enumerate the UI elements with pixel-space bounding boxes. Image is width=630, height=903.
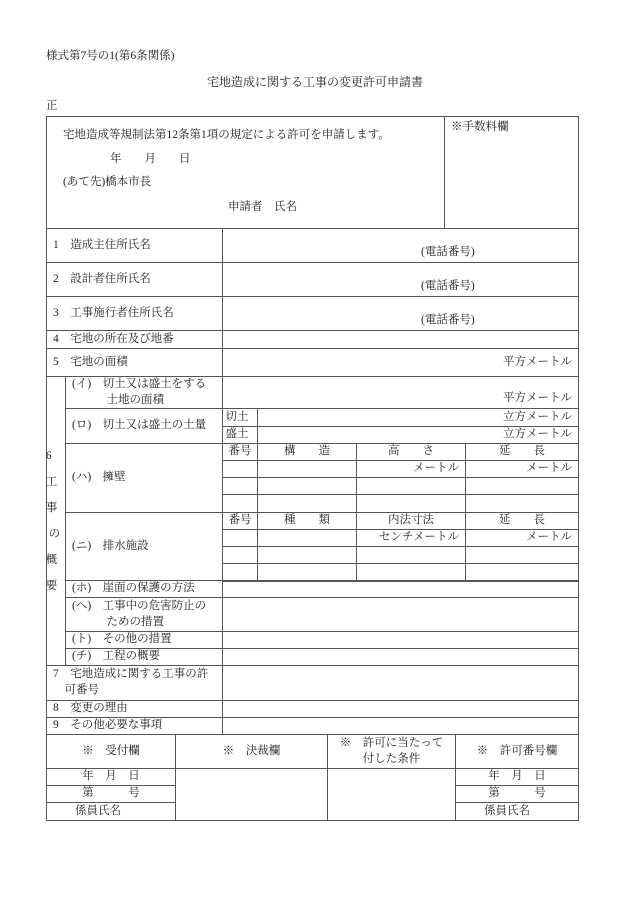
reception-header-text: ※ 受付欄 xyxy=(82,744,140,757)
retaining-wall-cell[interactable] xyxy=(356,460,466,478)
row-6ha-label xyxy=(65,443,223,513)
permit-number-header-text: ※ 許可番号欄 xyxy=(476,744,558,757)
row-1-label-text: 1 造成主住所氏名 xyxy=(53,238,151,251)
row-6to-label xyxy=(65,631,223,649)
row-1-field[interactable] xyxy=(222,228,579,263)
reception-staff xyxy=(46,802,176,821)
retaining-wall-cell[interactable] xyxy=(465,460,579,478)
row-8-field[interactable] xyxy=(222,700,579,718)
drainage-cell[interactable] xyxy=(222,529,258,547)
drainage-cell[interactable] xyxy=(222,546,258,564)
fee-box-text: ※手数料欄 xyxy=(451,121,509,133)
fill-field[interactable] xyxy=(257,426,579,444)
row-6to-field[interactable] xyxy=(222,631,579,649)
cut-field-text: 立方メートル xyxy=(503,410,572,423)
conditions-header-text: ※ 許可に当たって 付した条件 xyxy=(339,736,444,765)
row-9-label-text: 9 その他必要な事項 xyxy=(53,719,163,732)
row-6i-field-text: 平方メートル xyxy=(503,392,572,405)
row-2-field[interactable] xyxy=(222,262,579,297)
row-1-label xyxy=(46,228,223,263)
retaining-wall-header-text: 構 造 xyxy=(284,445,330,458)
statement: 宅地造成等規制法第12条第1項の規定による許可を申請します。 xyxy=(63,129,390,141)
retaining-wall-cell[interactable] xyxy=(222,460,258,478)
conditions-header xyxy=(327,734,456,769)
row-3-field[interactable] xyxy=(222,296,579,331)
drainage-header xyxy=(465,512,579,530)
row-3-field-text: (電話番号) xyxy=(421,314,475,327)
permit-staff xyxy=(455,802,579,821)
fill-field-text: 立方メートル xyxy=(503,428,572,441)
row-6ni-label-text: (ニ) 排水施設 xyxy=(72,539,149,552)
row-7-label xyxy=(46,665,223,701)
drainage-cell-text: センチメートル xyxy=(378,531,459,544)
row-6he-label xyxy=(65,597,223,632)
permit-number-text: 第 号 xyxy=(488,787,546,800)
copy-mark: 正 xyxy=(46,100,58,112)
drainage-header-text: 内法寸法 xyxy=(388,514,434,527)
date-line: 年 月 日 xyxy=(110,153,191,165)
reception-header xyxy=(46,734,176,769)
retaining-wall-header xyxy=(257,443,357,461)
drainage-header-text: 番号 xyxy=(228,514,252,527)
drainage-cell[interactable] xyxy=(465,546,579,564)
retaining-wall-cell[interactable] xyxy=(257,477,357,495)
row-8-label-text: 8 変更の理由 xyxy=(53,702,128,715)
retaining-wall-cell[interactable] xyxy=(356,494,466,513)
row-1-field-text: (電話番号) xyxy=(421,246,475,259)
row-6ro-label xyxy=(65,408,223,444)
drainage-header xyxy=(222,512,258,530)
row-5-label-text: 5 宅地の面積 xyxy=(53,355,128,368)
row-6-label xyxy=(46,376,66,666)
page-title: 宅地造成に関する工事の変更許可申請書 xyxy=(206,75,423,89)
form-number: 様式第7号の1(第6条関係) xyxy=(46,50,175,62)
row-6chi-label xyxy=(65,648,223,666)
retaining-wall-cell[interactable] xyxy=(257,460,357,478)
row-6chi-label-text: (チ) 工程の概要 xyxy=(72,650,161,663)
conditions-field[interactable] xyxy=(327,768,456,821)
drainage-cell-text: メートル xyxy=(526,531,572,544)
row-6ha-label-text: (ハ) 擁壁 xyxy=(72,471,126,484)
permit-number xyxy=(455,785,579,803)
row-2-field-text: (電話番号) xyxy=(421,280,475,293)
decision-field[interactable] xyxy=(175,768,328,821)
retaining-wall-cell[interactable] xyxy=(222,494,258,513)
cut-field[interactable] xyxy=(257,408,579,427)
row-2-label xyxy=(46,262,223,297)
row-6ni-label xyxy=(65,512,223,581)
reception-staff-text: 係員氏名 xyxy=(75,804,121,817)
row-7-label-text: 7 宅地造成に関する工事の許 可番号 xyxy=(53,668,209,696)
retaining-wall-cell[interactable] xyxy=(222,477,258,495)
cut-label xyxy=(222,408,258,427)
drainage-cell[interactable] xyxy=(257,563,357,582)
row-6ho-label-text: (ホ) 崖面の保護の方法 xyxy=(72,582,195,595)
row-3-label xyxy=(46,296,223,331)
drainage-cell[interactable] xyxy=(356,546,466,564)
row-6i-label xyxy=(65,376,223,409)
row-9-label xyxy=(46,717,223,735)
retaining-wall-header-text: 番号 xyxy=(228,445,252,458)
decision-header-text: ※ 決裁欄 xyxy=(222,744,281,757)
drainage-cell[interactable] xyxy=(257,546,357,564)
cut-label-text: 切土 xyxy=(225,410,249,423)
retaining-wall-header-text: 延 長 xyxy=(499,445,545,458)
row-6-label-text: 6 工 事 の 概 要 xyxy=(45,449,61,592)
row-7-field[interactable] xyxy=(222,665,579,701)
fee-box xyxy=(444,116,579,229)
row-4-label-text: 4 宅地の所在及び地番 xyxy=(53,332,174,345)
applicant-name-label: 申請者 氏名 xyxy=(228,201,297,213)
row-6he-label-text: (へ) 工事中の危害防止の ための措置 xyxy=(72,599,207,628)
row-6i-label-text: (イ) 切土又は盛土をする 土地の面積 xyxy=(72,377,207,406)
retaining-wall-header-text: 高 さ xyxy=(388,445,434,458)
drainage-cell[interactable] xyxy=(465,563,579,582)
row-6i-field[interactable] xyxy=(222,376,579,409)
retaining-wall-cell[interactable] xyxy=(257,494,357,513)
permit-date-text: 年 月 日 xyxy=(488,770,546,783)
row-2-label-text: 2 設計者住所氏名 xyxy=(53,272,151,285)
decision-header xyxy=(175,734,328,769)
row-6ho-field[interactable] xyxy=(222,580,579,598)
drainage-header xyxy=(257,512,357,530)
reception-date xyxy=(46,768,176,786)
addressee: (あて先)橋本市長 xyxy=(63,176,152,188)
row-8-label xyxy=(46,700,223,718)
permit-date xyxy=(455,768,579,786)
row-5-label xyxy=(46,348,223,377)
row-6chi-field[interactable] xyxy=(222,648,579,666)
drainage-header xyxy=(356,512,466,530)
retaining-wall-header xyxy=(356,443,466,461)
retaining-wall-header xyxy=(465,443,579,461)
permit-staff-text: 係員氏名 xyxy=(484,804,530,817)
drainage-cell[interactable] xyxy=(222,563,258,582)
permit-number-header xyxy=(455,734,579,769)
fill-label xyxy=(222,426,258,444)
reception-number-text: 第 号 xyxy=(82,787,140,800)
reception-date-text: 年 月 日 xyxy=(82,770,140,783)
row-3-label-text: 3 工事施行者住所氏名 xyxy=(53,306,174,319)
drainage-header-text: 種 類 xyxy=(284,514,330,527)
retaining-wall-cell[interactable] xyxy=(465,494,579,513)
retaining-wall-cell[interactable] xyxy=(356,477,466,495)
retaining-wall-cell[interactable] xyxy=(465,477,579,495)
retaining-wall-cell-text: メートル xyxy=(413,462,459,475)
row-9-field[interactable] xyxy=(222,717,579,735)
drainage-cell[interactable] xyxy=(356,563,466,582)
row-6he-field[interactable] xyxy=(222,597,579,632)
reception-number xyxy=(46,785,176,803)
drainage-cell[interactable] xyxy=(257,529,357,547)
retaining-wall-cell-text: メートル xyxy=(526,462,572,475)
row-6to-label-text: (ト) その他の措置 xyxy=(72,633,172,646)
row-5-field[interactable] xyxy=(222,348,579,377)
row-6ho-label xyxy=(65,580,223,598)
row-4-label xyxy=(46,330,223,349)
row-4-field[interactable] xyxy=(222,330,579,349)
row-6ro-label-text: (ロ) 切土又は盛土の土量 xyxy=(72,419,207,432)
retaining-wall-header xyxy=(222,443,258,461)
drainage-cell[interactable] xyxy=(465,529,579,547)
fill-label-text: 盛土 xyxy=(225,428,249,441)
drainage-cell[interactable] xyxy=(356,529,466,547)
drainage-header-text: 延 長 xyxy=(499,514,545,527)
row-5-field-text: 平方メートル xyxy=(503,355,572,368)
